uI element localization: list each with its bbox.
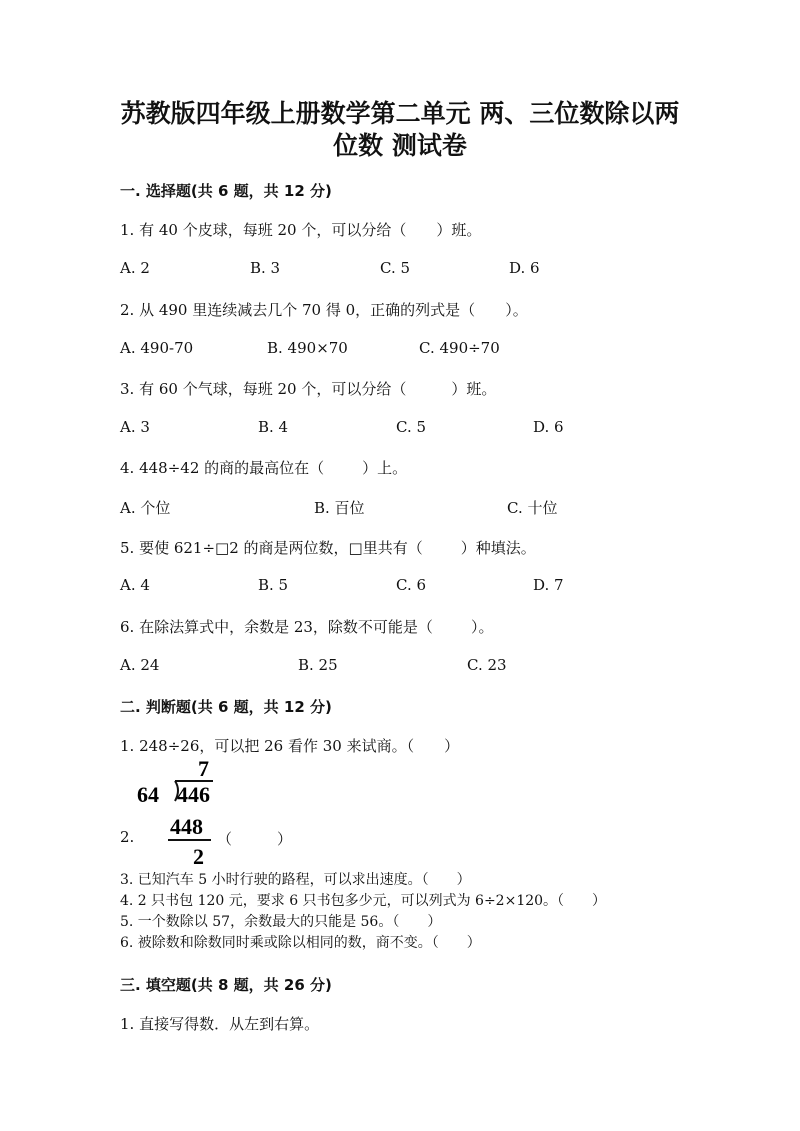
question-1-3: 3. 有 60 个气球，每班 20 个，可以分给（ ）班。	[120, 380, 497, 398]
section-2-heading: 二. 判断题(共 6 题，共 12 分)	[120, 698, 332, 716]
title-line-2: 位数 测试卷	[333, 131, 467, 160]
question-1-1: 1. 有 40 个皮球，每班 20 个，可以分给（ ）班。	[120, 221, 482, 239]
option: A. 2	[120, 259, 150, 277]
division-product: 448	[170, 814, 203, 839]
option: B. 490×70	[267, 339, 348, 357]
option: C. 6	[396, 576, 427, 594]
option: C. 5	[396, 418, 427, 436]
option: A. 3	[120, 418, 150, 436]
option: B. 4	[258, 418, 289, 436]
section-3-heading: 三. 填空题(共 8 题，共 26 分)	[120, 976, 332, 994]
option: D. 7	[533, 576, 564, 594]
question-3-1: 1. 直接写得数．从左到右算。	[120, 1015, 320, 1033]
question-2-3: 3. 已知汽车 5 小时行驶的路程，可以求出速度。（ ）	[120, 872, 471, 888]
option: B. 25	[298, 656, 338, 674]
question-1-2: 2. 从 490 里连续减去几个 70 得 0，正确的列式是（ ）。	[120, 301, 528, 319]
option: A. 490-70	[120, 339, 194, 357]
question-2-6: 6. 被除数和除数同时乘或除以相同的数，商不变。（ ）	[120, 935, 481, 951]
option: A. 24	[120, 656, 160, 674]
page-title	[0, 98, 800, 162]
option: C. 十位	[507, 499, 558, 517]
option: D. 6	[509, 259, 540, 277]
question-2-2-paren: （ ）	[217, 830, 293, 848]
division-quotient: 7	[198, 756, 209, 781]
option: C. 23	[467, 656, 507, 674]
option: A. 个位	[120, 499, 171, 517]
question-1-6: 6. 在除法算式中，余数是 23，除数不可能是（ ）。	[120, 618, 494, 636]
option: B. 百位	[314, 499, 365, 517]
question-2-4: 4. 2 只书包 120 元，要求 6 只书包多少元，可以列式为 6÷2×120。（ ）	[120, 893, 607, 909]
option: D. 6	[533, 418, 564, 436]
option: B. 3	[250, 259, 281, 277]
question-1-5: 5. 要使 621÷□2 的商是两位数，□里共有（ ）种填法。	[120, 539, 536, 557]
question-2-1: 1. 248÷26，可以把 26 看作 30 来试商。（ ）	[120, 737, 460, 755]
division-remainder: 2	[193, 844, 204, 868]
question-2-2-number: 2.	[120, 828, 135, 846]
division-divisor: 64	[137, 782, 159, 807]
option: C. 5	[380, 259, 411, 277]
title-line-1: 苏教版四年级上册数学第二单元 两、三位数除以两	[120, 99, 680, 128]
long-division-figure	[135, 756, 235, 868]
division-dividend: 446	[177, 782, 210, 807]
section-1-heading: 一. 选择题(共 6 题，共 12 分)	[120, 182, 332, 200]
option: A. 4	[120, 576, 150, 594]
question-1-4: 4. 448÷42 的商的最高位在（ ）上。	[120, 459, 408, 477]
option: B. 5	[258, 576, 289, 594]
question-2-5: 5. 一个数除以 57，余数最大的只能是 56。（ ）	[120, 914, 442, 930]
option: C. 490÷70	[419, 339, 500, 357]
